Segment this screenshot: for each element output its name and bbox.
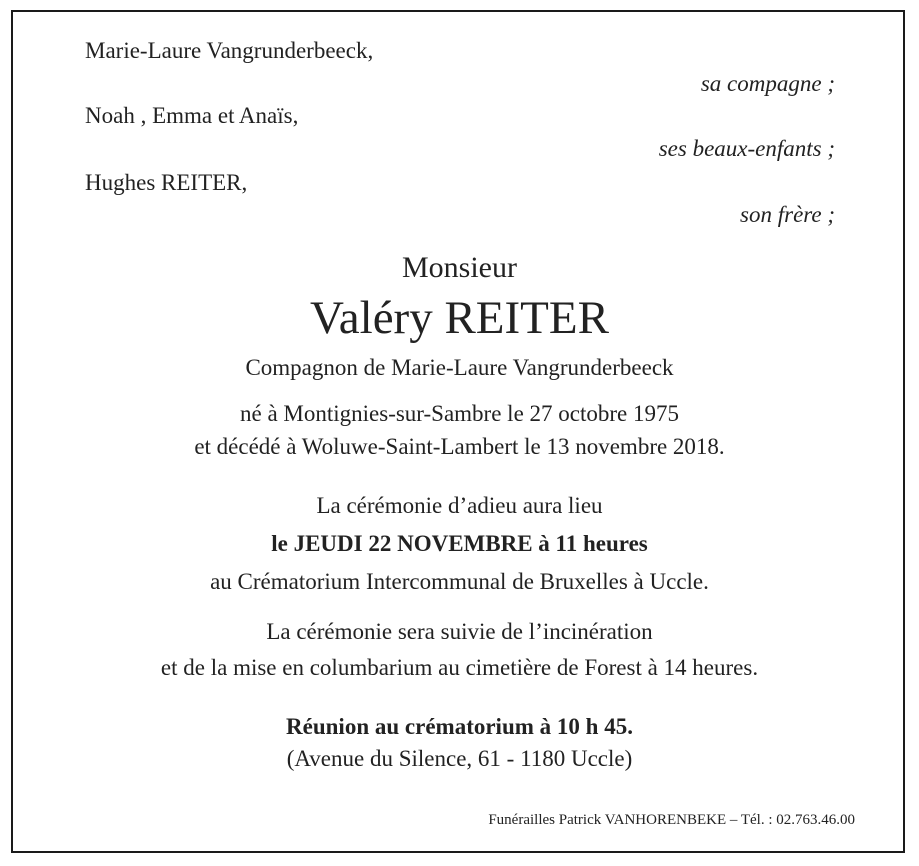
death-info: et décédé à Woluwe-Saint-Lambert le 13 novembre 2018. (194, 434, 725, 459)
meeting-title: Réunion au crématorium à 10 h 45. (286, 714, 633, 739)
family-role-brother: son frère ; (740, 202, 835, 227)
deceased-name: Valéry REITER (310, 292, 609, 344)
deceased-relation: Compagnon de Marie-Laure Vangrunderbeeck (245, 355, 674, 380)
family-role-companion: sa compagne ; (700, 71, 835, 96)
ceremony-place: au Crématorium Intercommunal de Bruxelles à Uccle. (210, 569, 709, 594)
family-member-companion: Marie-Laure Vangrunderbeeck, (85, 38, 374, 63)
birth-info: né à Montignies-sur-Sambre le 27 octobre 1975 (240, 401, 679, 426)
ceremony-intro: La cérémonie d’adieu aura lieu (316, 493, 603, 518)
family-member-stepchildren: Noah , Emma et Anaïs, (85, 103, 299, 128)
ceremony-followup-1: La cérémonie sera suivie de l’incinération (266, 619, 653, 644)
ceremony-date: le JEUDI 22 NOVEMBRE à 11 heures (271, 531, 648, 556)
family-role-stepchildren: ses beaux-enfants ; (658, 136, 835, 161)
honorific: Monsieur (402, 251, 517, 284)
family-member-brother: Hughes REITER, (85, 170, 248, 195)
ceremony-followup-2: et de la mise en columbarium au cimetière de Forest à 14 heures. (160, 655, 759, 680)
meeting-address: (Avenue du Silence, 61 - 1180 Uccle) (286, 746, 633, 771)
funeral-home-contact: Funérailles Patrick VANHORENBEKE – Tél. : 02.763.46.00 (488, 812, 855, 828)
